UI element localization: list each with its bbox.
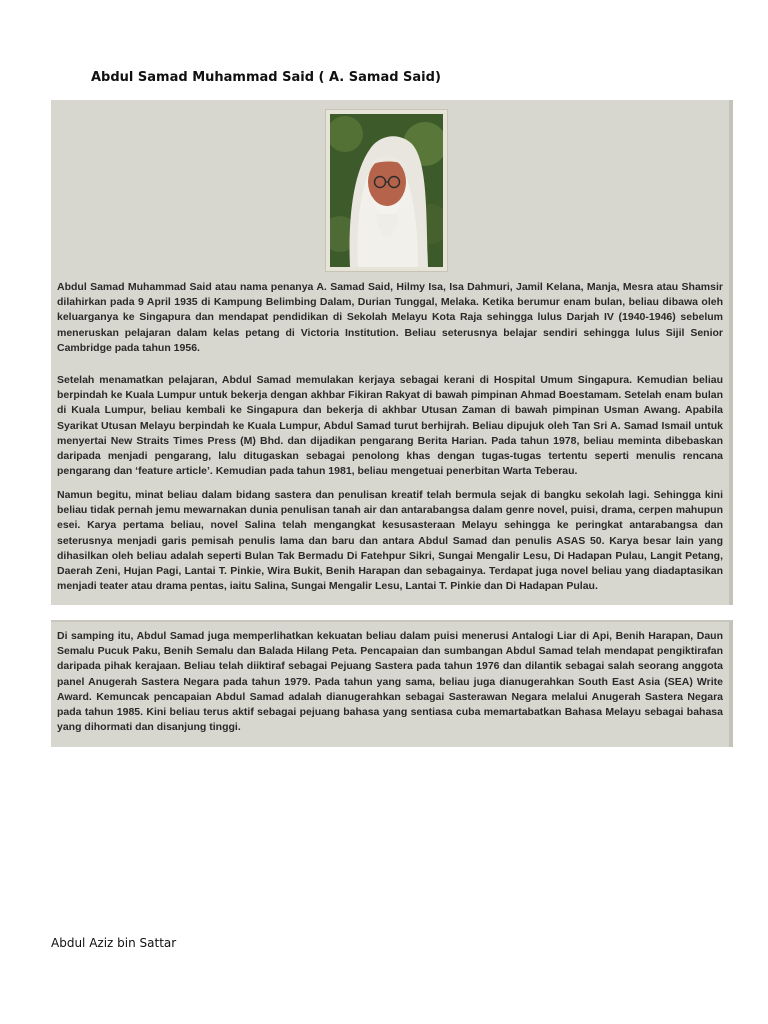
portrait-photo-frame [325, 109, 448, 272]
biography-paragraph: Di samping itu, Abdul Samad juga memperlihatkan kekuatan beliau dalam puisi menerusi Antalogi Liar di Api, Benih Harapan, Daun Semalu Pucuk Paku, Benih Semalu dan Balada Hilang Peta. Pencapaian dan sumbangan Abdul Samad telah mendapat pengiktirafan daripada pihak kerajaan. Beliau telah diiktiraf sebagai Pejuang Sastera pada tahun 1976 dan dilantik sebagai salah seorang anggota panel Anugerah Sastera Negara pada tahun 1979. Pada tahun yang sama, beliau juga dianugerahkan South East Asia (SEA) Write Award. Kemuncak pencapaian Abdul Samad adalah dianugerahkan sebagai Sasterawan Negara melalui Anugerah Sastera Negara pada tahun 1985. Kini beliau terus aktif sebagai pejuang bahasa yang sentiasa cuba memartabatkan Bahasa Melayu sebagai bahasa yang dihormati dan disanjung tinggi. [57, 630, 723, 734]
author-name: Abdul Aziz bin Sattar [51, 936, 177, 950]
biography-paragraph: Abdul Samad Muhammad Said atau nama penanya A. Samad Said, Hilmy Isa, Isa Dahmuri, Jamil Kelana, Manja, Mesra atau Shamsir dilahirkan pada 9 April 1935 di Kampung Belimbing Dalam, Durian Tunggal, Melaka. Ketika berumur enam bulan, beliau dibawa oleh keluarganya ke Singapura dan mendapat pendidikan di Sekolah Melayu Kota Raja sehingga lulus Darjah IV (1940-1946) sebelum meneruskan pelajaran dalam kelas petang di Victoria Institution. Beliau seterusnya belajar sendiri sehingga lulus Sijil Senior Cambridge pada tahun 1956. [57, 281, 723, 354]
document-title: Abdul Samad Muhammad Said ( A. Samad Said) [91, 70, 441, 85]
biography-paragraph: Namun begitu, minat beliau dalam bidang sastera dan penulisan kreatif telah bermula sejak di bangku sekolah lagi. Sehingga kini beliau tidak pernah jemu mewarnakan dunia penulisan tanah air dan antarabangsa dalam genre novel, puisi, drama, cerpen mahupun esei. Karya pertama beliau, novel Salina telah mengangkat kesusasteraan Melayu sehingga ke peringkat antarabangsa dan seterusnya menjadi garis pemisah penulis lama dan baru dan antara Abdul Samad dan penulis ASAS 50. Karya besar lain yang dihasilkan oleh beliau adalah seperti Bulan Tak Bermadu Di Fatehpur Sikri, Sungai Mengalir Lesu, Di Hadapan Pulau, Langit Petang, Daerah Zeni, Hujan Pagi, Lantai T. Pinkie, Wira Bukit, Benih Harapan dan sebagainya. Terdapat juga novel beliau yang diadaptasikan menjadi teater atau drama pentas, iaitu Salina, Sungai Mengalir Lesu, Lantai T. Pinkie dan Di Hadapan Pulau. [57, 489, 723, 593]
portrait-photo [330, 114, 443, 267]
biography-paragraph: Setelah menamatkan pelajaran, Abdul Samad memulakan kerjaya sebagai kerani di Hospital Umum Singapura. Kemudian beliau berpindah ke Kuala Lumpur untuk bekerja dengan akhbar Fikiran Rakyat di bawah pimpinan Ahmad Boestamam. Setelah enam bulan di Kuala Lumpur, beliau kembali ke Singapura dan bekerja di akhbar Utusan Zaman di bawah pimpinan Usman Awang. Apabila Syarikat Utusan Melayu berpindah ke Kuala Lumpur, Abdul Samad turut berhijrah. Beliau dipujuk oleh Tan Sri A. Samad Ismail untuk menyertai New Straits Times Press (M) Bhd. dan dijadikan pengarang Berita Harian. Pada tahun 1978, beliau meminta dibebaskan daripada menjadi pengarang, lalu ditugaskan sebagai penolong khas dengan tugas-tugas tertentu seperti menulis rencana pengarang dan ‘feature article’. Kemudian pada tahun 1981, beliau mengetuai penerbitan Warta Teberau. [57, 374, 723, 478]
biography-panel-main [51, 100, 733, 605]
biography-panel-achievements [51, 620, 733, 747]
